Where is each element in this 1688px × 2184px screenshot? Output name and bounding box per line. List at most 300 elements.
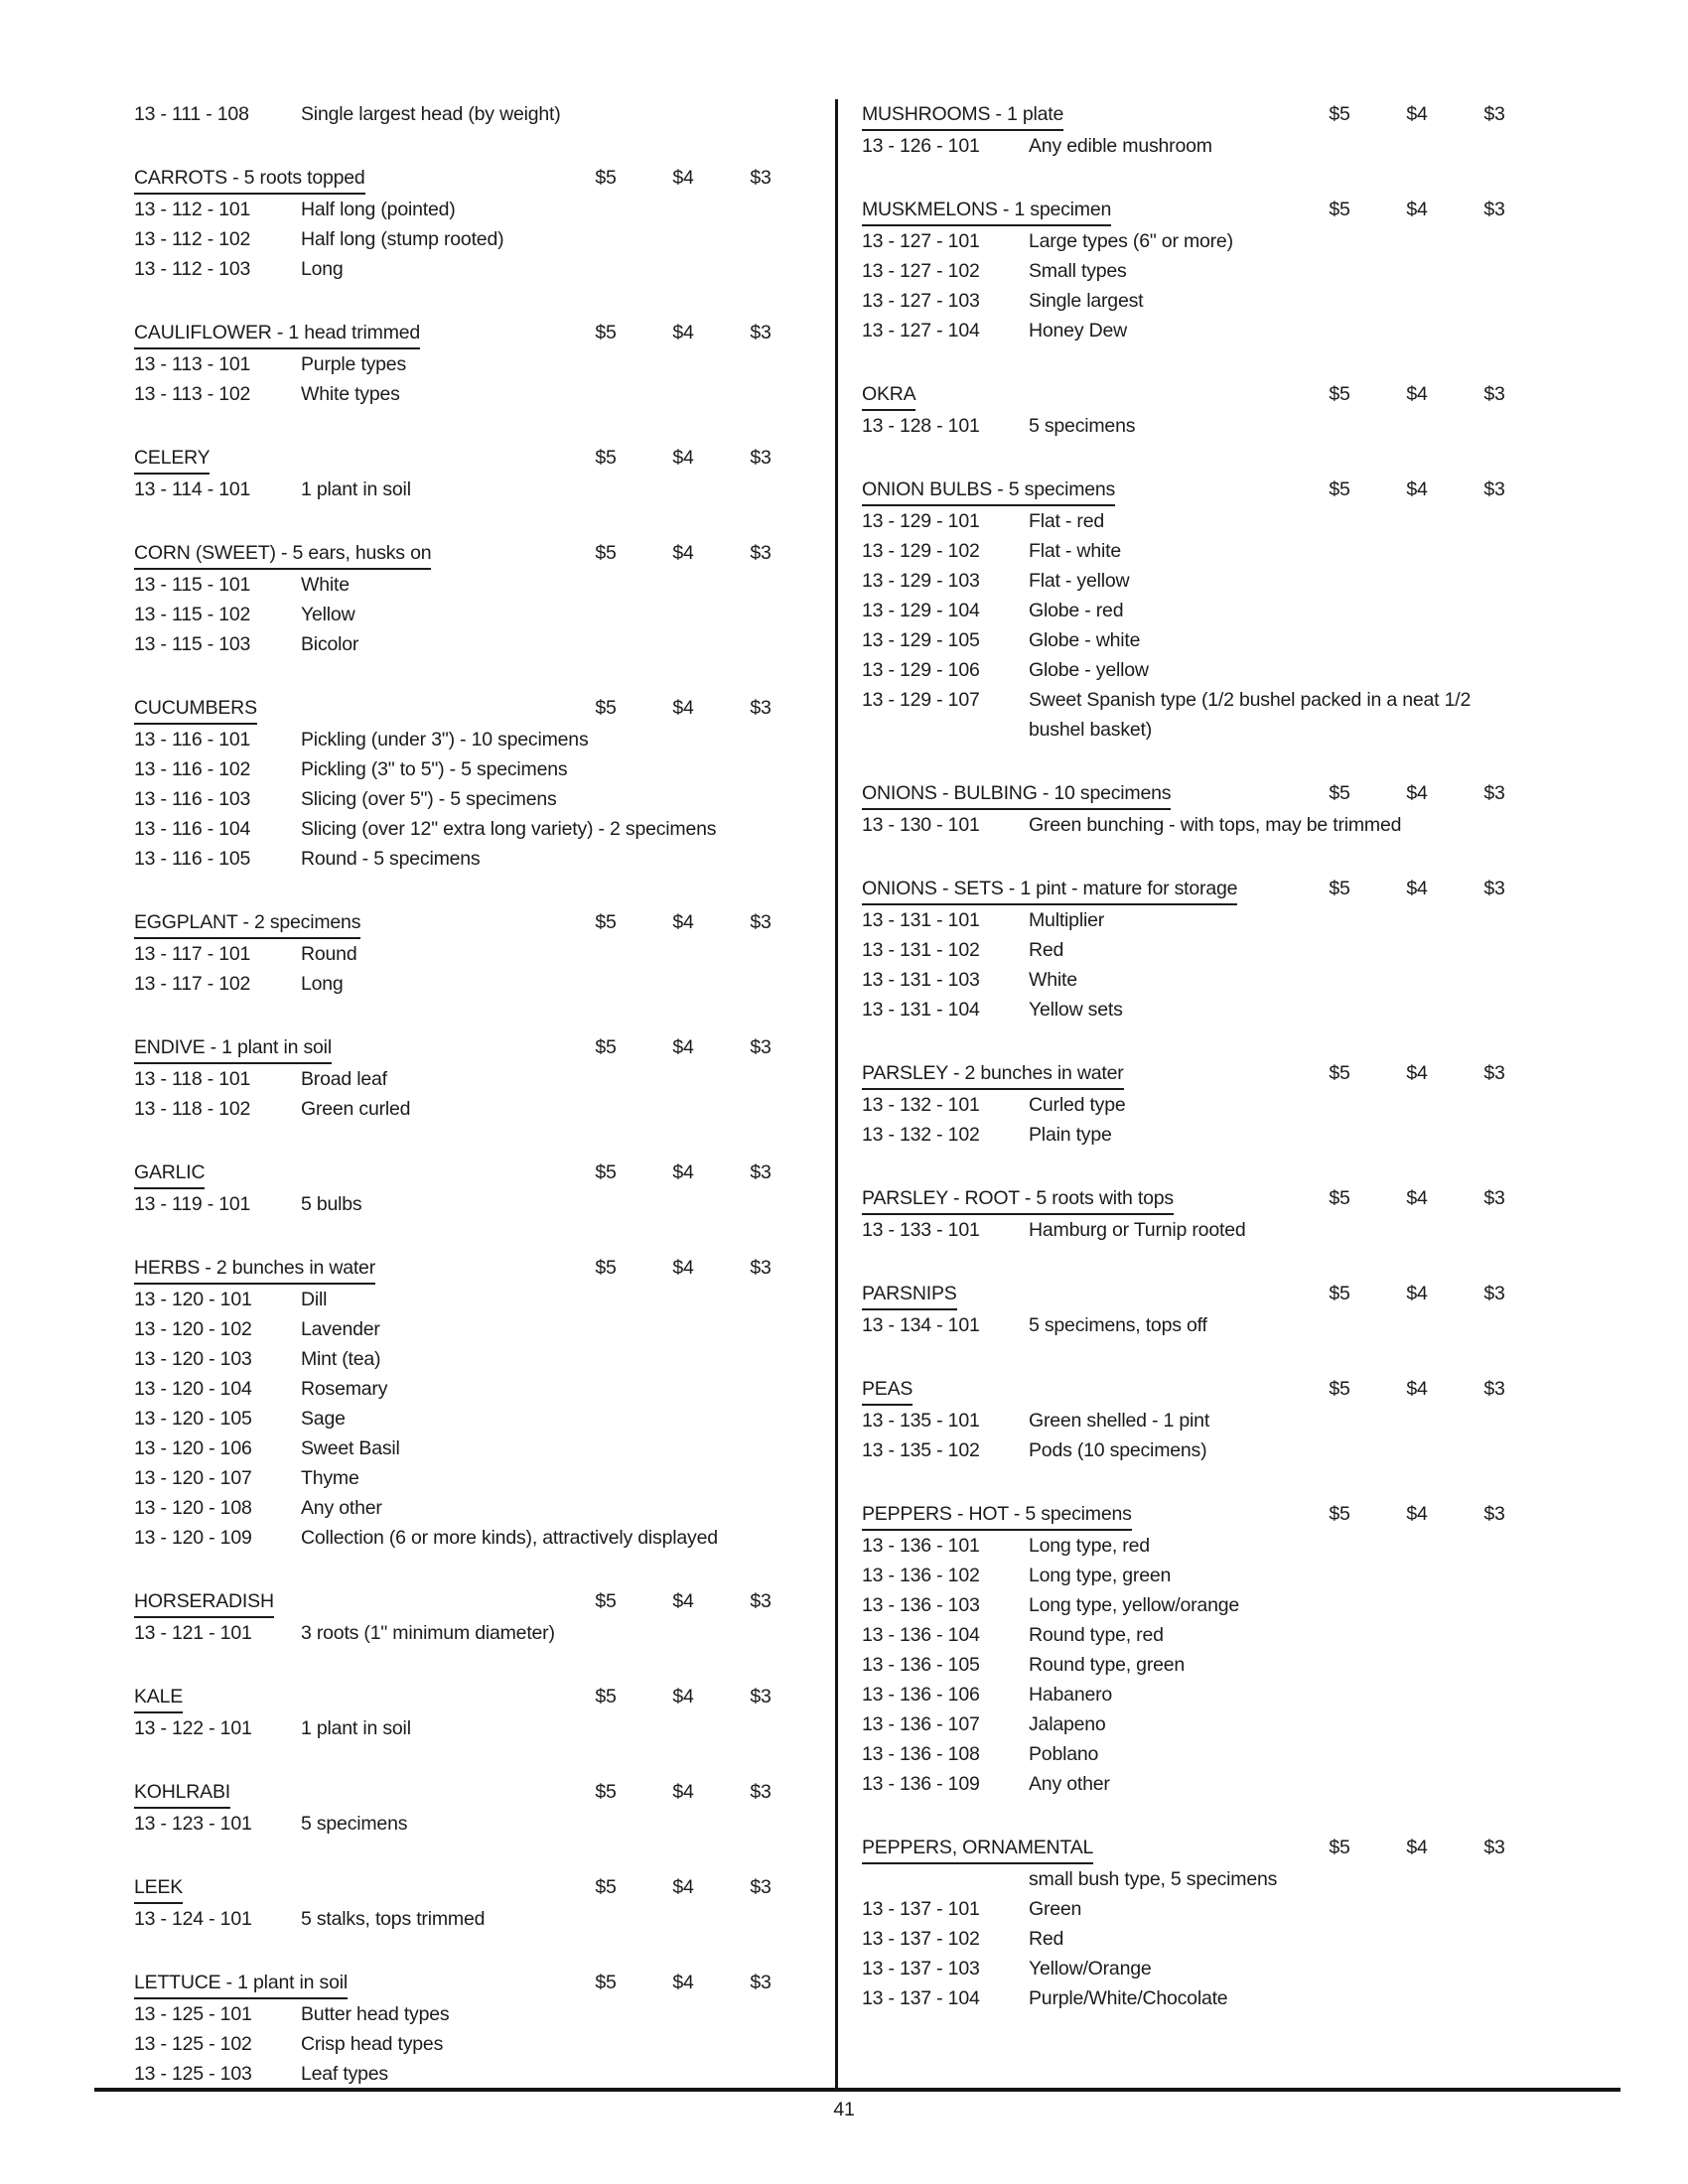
section-title: KOHLRABI (134, 1777, 230, 1809)
entry-code: 13 - 126 - 101 (862, 135, 980, 157)
category-section (134, 99, 799, 129)
entry-row (134, 1713, 799, 1743)
section-title: KALE (134, 1682, 183, 1713)
section-header (862, 1499, 1533, 1531)
entry-code: 13 - 129 - 103 (862, 570, 980, 592)
bottom-rule (94, 2088, 1620, 2092)
category-section (134, 1682, 799, 1743)
entry-description: Globe - yellow (1029, 659, 1149, 681)
prize-2nd: $4 (1406, 1187, 1428, 1209)
section-title-cell (862, 1374, 1301, 1406)
entry-row (134, 2059, 799, 2089)
category-section (862, 1058, 1533, 1150)
entry-code: 13 - 129 - 104 (862, 600, 980, 621)
entry-description: Slicing (over 12" extra long variety) - 2 specimens (301, 818, 717, 840)
section-header (862, 1374, 1533, 1406)
entry-row (862, 1590, 1533, 1620)
category-section (862, 874, 1533, 1024)
entry-code: 13 - 116 - 104 (134, 818, 251, 840)
section-header (134, 538, 799, 570)
entry-description: Pickling (3" to 5") - 5 specimens (301, 758, 568, 780)
entry-code: 13 - 132 - 102 (862, 1124, 980, 1146)
entry-row (862, 810, 1533, 840)
section-header (862, 778, 1533, 810)
entry-row (862, 1864, 1533, 1894)
entry-description: Green curled (301, 1098, 411, 1120)
entry-row (862, 536, 1533, 566)
entry-description: Habanero (1029, 1684, 1113, 1706)
entry-row (134, 1618, 799, 1648)
category-section (134, 318, 799, 409)
section-header (134, 1158, 799, 1189)
prize-1st: $5 (595, 1590, 617, 1612)
section-title-cell (134, 693, 567, 725)
prize-2nd: $4 (672, 1257, 694, 1279)
section-title-cell (134, 318, 567, 349)
prize-1st: $5 (595, 447, 617, 469)
entry-code: 13 - 116 - 101 (134, 729, 251, 751)
section-title: MUSHROOMS - 1 plate (862, 99, 1063, 131)
entry-code: 13 - 136 - 102 (862, 1565, 980, 1586)
section-title: PEPPERS, ORNAMENTAL (862, 1833, 1093, 1864)
entry-row (862, 1310, 1533, 1340)
entry-code: 13 - 129 - 105 (862, 629, 980, 651)
prize-2nd: $4 (672, 1036, 694, 1058)
entry-row (862, 935, 1533, 965)
entry-code: 13 - 115 - 103 (134, 633, 251, 655)
entry-description: Leaf types (301, 2063, 388, 2085)
entry-description: Red (1029, 1928, 1064, 1950)
category-section (134, 1968, 799, 2089)
entry-row (862, 256, 1533, 286)
prize-1st: $5 (595, 1781, 617, 1803)
entry-row (862, 965, 1533, 995)
prize-3rd: $3 (750, 1257, 772, 1279)
prize-1st: $5 (1329, 878, 1350, 899)
prize-1st: $5 (1329, 1062, 1350, 1084)
entry-description: Round type, green (1029, 1654, 1186, 1676)
section-title-cell (134, 907, 567, 939)
entry-code: 13 - 132 - 101 (862, 1094, 980, 1116)
section-title-cell (862, 99, 1301, 131)
section-header (134, 1682, 799, 1713)
prize-1st: $5 (595, 542, 617, 564)
entry-description: Half long (pointed) (301, 199, 456, 220)
entry-code: 13 - 117 - 102 (134, 973, 251, 995)
prize-2nd: $4 (1406, 878, 1428, 899)
entry-row (862, 1983, 1533, 2013)
entry-row (862, 316, 1533, 345)
entry-row (134, 939, 799, 969)
entry-row (862, 226, 1533, 256)
prize-3rd: $3 (1483, 478, 1505, 500)
entry-description: Green bunching - with tops, may be trimmed (1029, 814, 1402, 836)
entry-code: 13 - 112 - 102 (134, 228, 251, 250)
entry-code: 13 - 112 - 103 (134, 258, 251, 280)
prize-1st: $5 (1329, 1837, 1350, 1858)
entry-description: Single largest (1029, 290, 1144, 312)
entry-row (134, 1809, 799, 1839)
prize-2nd: $4 (672, 1590, 694, 1612)
prize-3rd: $3 (750, 1781, 772, 1803)
prize-1st: $5 (1329, 782, 1350, 804)
section-title-cell (862, 1058, 1301, 1090)
section-header (134, 1586, 799, 1618)
entry-row (134, 475, 799, 504)
section-header (134, 318, 799, 349)
prize-3rd: $3 (1483, 1837, 1505, 1858)
entry-description: 5 bulbs (301, 1193, 362, 1215)
prize-2nd: $4 (672, 911, 694, 933)
entry-row (862, 1531, 1533, 1561)
section-title-cell (862, 778, 1301, 810)
prize-3rd: $3 (1483, 199, 1505, 220)
entry-description: Single largest head (by weight) (301, 103, 561, 125)
entry-code: 13 - 129 - 101 (862, 510, 980, 532)
entry-description: White (301, 574, 350, 596)
entry-code: 13 - 134 - 101 (862, 1314, 980, 1336)
prize-3rd: $3 (1483, 103, 1505, 125)
entry-row (134, 969, 799, 999)
entry-description: Sage (301, 1408, 346, 1430)
entry-description: Plain type (1029, 1124, 1112, 1146)
entry-description: Globe - white (1029, 629, 1141, 651)
entry-code: 13 - 137 - 103 (862, 1958, 980, 1979)
section-title: ONIONS - BULBING - 10 specimens (862, 778, 1171, 810)
entry-description: 5 specimens, tops off (1029, 1314, 1207, 1336)
category-section (134, 1872, 799, 1934)
prize-2nd: $4 (1406, 1062, 1428, 1084)
prize-2nd: $4 (672, 542, 694, 564)
entry-row (134, 1374, 799, 1404)
category-section (134, 1586, 799, 1648)
entry-description: Long type, red (1029, 1535, 1150, 1557)
entry-code (862, 1864, 1029, 1894)
entry-description: Any edible mushroom (1029, 135, 1212, 157)
entry-row (134, 1189, 799, 1219)
section-title-cell (134, 1158, 567, 1189)
entry-row (862, 1561, 1533, 1590)
entry-code: 13 - 136 - 107 (862, 1713, 980, 1735)
prize-2nd: $4 (1406, 1283, 1428, 1304)
section-title-cell (134, 1968, 567, 1999)
entry-description: Flat - yellow (1029, 570, 1130, 592)
entry-description: Rosemary (301, 1378, 388, 1400)
section-header (134, 1872, 799, 1904)
prize-2nd: $4 (1406, 383, 1428, 405)
category-section (134, 163, 799, 284)
prize-3rd: $3 (1483, 1187, 1505, 1209)
entry-row (134, 224, 799, 254)
entry-description: 5 specimens (1029, 415, 1136, 437)
prize-2nd: $4 (1406, 199, 1428, 220)
entry-description: Any other (1029, 1773, 1110, 1795)
entry-code: 13 - 117 - 101 (134, 943, 251, 965)
entry-row (862, 685, 1533, 745)
prize-3rd: $3 (1483, 383, 1505, 405)
prize-3rd: $3 (750, 322, 772, 343)
section-header (134, 163, 799, 195)
entry-description: 1 plant in soil (301, 1717, 411, 1739)
entry-code: 13 - 120 - 102 (134, 1318, 252, 1340)
entry-code: 13 - 124 - 101 (134, 1908, 252, 1930)
entry-description: 5 stalks, tops trimmed (301, 1908, 486, 1930)
section-title: CUCUMBERS (134, 693, 257, 725)
entry-description: 5 specimens (301, 1813, 408, 1835)
category-section (862, 1279, 1533, 1340)
section-title-cell (862, 1183, 1301, 1215)
prize-3rd: $3 (750, 697, 772, 719)
entry-row (862, 995, 1533, 1024)
entry-description: Hamburg or Turnip rooted (1029, 1219, 1246, 1241)
entry-description: Yellow (301, 604, 355, 625)
entry-row (862, 1739, 1533, 1769)
entry-description: Poblano (1029, 1743, 1099, 1765)
entry-code: 13 - 116 - 103 (134, 788, 251, 810)
entry-row (134, 725, 799, 754)
section-header (862, 1183, 1533, 1215)
entry-description: White (1029, 969, 1077, 991)
entry-code: 13 - 115 - 101 (134, 574, 251, 596)
entry-code: 13 - 115 - 102 (134, 604, 251, 625)
category-section (134, 538, 799, 659)
section-header (134, 693, 799, 725)
entry-row (134, 1463, 799, 1493)
prize-3rd: $3 (750, 911, 772, 933)
section-title: MUSKMELONS - 1 specimen (862, 195, 1111, 226)
entry-code: 13 - 121 - 101 (134, 1622, 252, 1644)
prize-3rd: $3 (1483, 1283, 1505, 1304)
section-header (862, 99, 1533, 131)
entry-row (862, 655, 1533, 685)
entry-code: 13 - 129 - 107 (862, 689, 980, 711)
entry-row (862, 1120, 1533, 1150)
entry-row (862, 1924, 1533, 1954)
entry-code: 13 - 123 - 101 (134, 1813, 252, 1835)
entry-description: Yellow sets (1029, 999, 1123, 1021)
section-title-cell (862, 379, 1301, 411)
entry-description: Flat - red (1029, 510, 1105, 532)
entry-description: Lavender (301, 1318, 380, 1340)
entry-row (134, 349, 799, 379)
section-title: LETTUCE - 1 plant in soil (134, 1968, 348, 1999)
entry-row (862, 905, 1533, 935)
category-section (862, 1374, 1533, 1465)
prize-3rd: $3 (750, 1686, 772, 1707)
prize-2nd: $4 (1406, 782, 1428, 804)
section-title-cell (134, 538, 567, 570)
entry-row (134, 1314, 799, 1344)
entry-description: Any other (301, 1497, 382, 1519)
column-divider-line (835, 99, 838, 2088)
entry-code: 13 - 118 - 101 (134, 1068, 251, 1090)
entry-row (134, 629, 799, 659)
entry-code: 13 - 120 - 109 (134, 1527, 252, 1549)
entry-code: 13 - 113 - 101 (134, 353, 251, 375)
entry-code: 13 - 136 - 106 (862, 1684, 980, 1706)
entry-row (134, 1904, 799, 1934)
entry-row (862, 506, 1533, 536)
entry-code: 13 - 137 - 104 (862, 1987, 980, 2009)
entry-row (134, 1285, 799, 1314)
entry-code: 13 - 131 - 101 (862, 909, 980, 931)
entry-code: 13 - 131 - 104 (862, 999, 980, 1021)
category-section (134, 1777, 799, 1839)
entry-description: Half long (stump rooted) (301, 228, 504, 250)
category-section (862, 99, 1533, 161)
entry-row (134, 195, 799, 224)
entry-row (862, 566, 1533, 596)
prize-3rd: $3 (750, 1590, 772, 1612)
section-title: ONIONS - SETS - 1 pint - mature for storage (862, 874, 1237, 905)
entry-code: 13 - 133 - 101 (862, 1219, 980, 1241)
prize-1st: $5 (1329, 1503, 1350, 1525)
entry-description: Pickling (under 3") - 10 specimens (301, 729, 589, 751)
entry-code: 13 - 127 - 104 (862, 320, 980, 341)
entry-row (134, 1523, 799, 1553)
entry-description: Purple/White/Chocolate (1029, 1987, 1228, 2009)
entry-code: 13 - 136 - 101 (862, 1535, 980, 1557)
entry-description: Honey Dew (1029, 320, 1127, 341)
prize-2nd: $4 (672, 1876, 694, 1898)
entry-row (134, 1999, 799, 2029)
section-title: PEPPERS - HOT - 5 specimens (862, 1499, 1132, 1531)
section-title-cell (134, 1777, 567, 1809)
entry-description: Slicing (over 5") - 5 specimens (301, 788, 557, 810)
entry-description: 1 plant in soil (301, 478, 411, 500)
prize-1st: $5 (595, 911, 617, 933)
prize-3rd: $3 (750, 542, 772, 564)
prize-2nd: $4 (672, 697, 694, 719)
entry-description: Sweet Spanish type (1/2 bushel packed in a neat 1/2 bushel basket) (1029, 689, 1472, 741)
entry-row (134, 814, 799, 844)
section-title: LEEK (134, 1872, 183, 1904)
entry-description: Large types (6" or more) (1029, 230, 1233, 252)
section-header (862, 874, 1533, 905)
section-title: GARLIC (134, 1158, 205, 1189)
prize-2nd: $4 (672, 447, 694, 469)
entry-code: 13 - 125 - 102 (134, 2033, 252, 2055)
category-section (862, 778, 1533, 840)
entry-row (862, 1406, 1533, 1435)
section-title: PARSLEY - 2 bunches in water (862, 1058, 1124, 1090)
entry-row (134, 1344, 799, 1374)
entry-code: 13 - 120 - 103 (134, 1348, 252, 1370)
entry-code: 13 - 122 - 101 (134, 1717, 252, 1739)
page-number: 41 (833, 2099, 855, 2120)
prize-2nd: $4 (1406, 1837, 1428, 1858)
entry-row (862, 1954, 1533, 1983)
entry-code: 13 - 120 - 107 (134, 1467, 252, 1489)
section-title: ENDIVE - 1 plant in soil (134, 1032, 332, 1064)
category-section (862, 1499, 1533, 1799)
entry-code: 13 - 129 - 106 (862, 659, 980, 681)
prize-3rd: $3 (750, 1161, 772, 1183)
entry-code: 13 - 136 - 104 (862, 1624, 980, 1646)
entry-row (134, 570, 799, 600)
entry-row (134, 379, 799, 409)
section-title: CAULIFLOWER - 1 head trimmed (134, 318, 420, 349)
prize-2nd: $4 (672, 1161, 694, 1183)
category-section (134, 1032, 799, 1124)
category-section (862, 475, 1533, 745)
entry-description: Crisp head types (301, 2033, 444, 2055)
entry-description: small bush type, 5 specimens (1029, 1868, 1278, 1890)
section-header (862, 195, 1533, 226)
section-header (862, 379, 1533, 411)
entry-code: 13 - 136 - 108 (862, 1743, 980, 1765)
section-title: OKRA (862, 379, 915, 411)
section-title-cell (134, 1253, 567, 1285)
prize-1st: $5 (1329, 103, 1350, 125)
entry-row (862, 1650, 1533, 1680)
left-column (134, 99, 799, 2089)
entry-row (862, 131, 1533, 161)
section-title: HERBS - 2 bunches in water (134, 1253, 375, 1285)
entry-code: 13 - 118 - 102 (134, 1098, 251, 1120)
prize-3rd: $3 (1483, 1378, 1505, 1400)
section-title: PARSNIPS (862, 1279, 957, 1310)
entry-code: 13 - 136 - 105 (862, 1654, 980, 1676)
entry-description: Multiplier (1029, 909, 1105, 931)
section-title-cell (862, 1499, 1301, 1531)
entry-code: 13 - 137 - 101 (862, 1898, 980, 1920)
entry-description: Green (1029, 1898, 1082, 1920)
section-title-cell (862, 874, 1301, 905)
entry-code: 13 - 114 - 101 (134, 478, 251, 500)
entry-row (862, 1435, 1533, 1465)
entry-row (134, 99, 799, 129)
entry-description: White types (301, 383, 400, 405)
entry-row (134, 784, 799, 814)
section-title-cell (862, 475, 1301, 506)
entry-row (134, 254, 799, 284)
prize-2nd: $4 (672, 1972, 694, 1993)
section-header (134, 1032, 799, 1064)
prize-1st: $5 (595, 1686, 617, 1707)
prize-3rd: $3 (1483, 782, 1505, 804)
category-section (134, 1158, 799, 1219)
entry-description: Collection (6 or more kinds), attractively displayed (301, 1527, 718, 1549)
section-header (134, 1777, 799, 1809)
category-section (134, 1253, 799, 1553)
section-title: PEAS (862, 1374, 913, 1406)
entry-description: Round (301, 943, 357, 965)
entry-row (134, 754, 799, 784)
entry-code: 13 - 116 - 102 (134, 758, 251, 780)
prize-3rd: $3 (750, 167, 772, 189)
section-title-cell (134, 1682, 567, 1713)
entry-code: 13 - 127 - 103 (862, 290, 980, 312)
entry-row (862, 1709, 1533, 1739)
prize-1st: $5 (1329, 1187, 1350, 1209)
entry-description: Globe - red (1029, 600, 1124, 621)
entry-code: 13 - 137 - 102 (862, 1928, 980, 1950)
entry-description: Red (1029, 939, 1064, 961)
category-section (134, 443, 799, 504)
entry-description: Long (301, 973, 344, 995)
entry-code: 13 - 120 - 101 (134, 1289, 252, 1310)
section-title-cell (134, 443, 567, 475)
prize-1st: $5 (595, 1161, 617, 1183)
section-title-cell (134, 1872, 567, 1904)
prize-3rd: $3 (1483, 878, 1505, 899)
entry-description: Pods (10 specimens) (1029, 1439, 1207, 1461)
section-title-cell (862, 1833, 1301, 1864)
entry-description: Yellow/Orange (1029, 1958, 1152, 1979)
category-section (134, 907, 799, 999)
entry-code: 13 - 120 - 108 (134, 1497, 252, 1519)
